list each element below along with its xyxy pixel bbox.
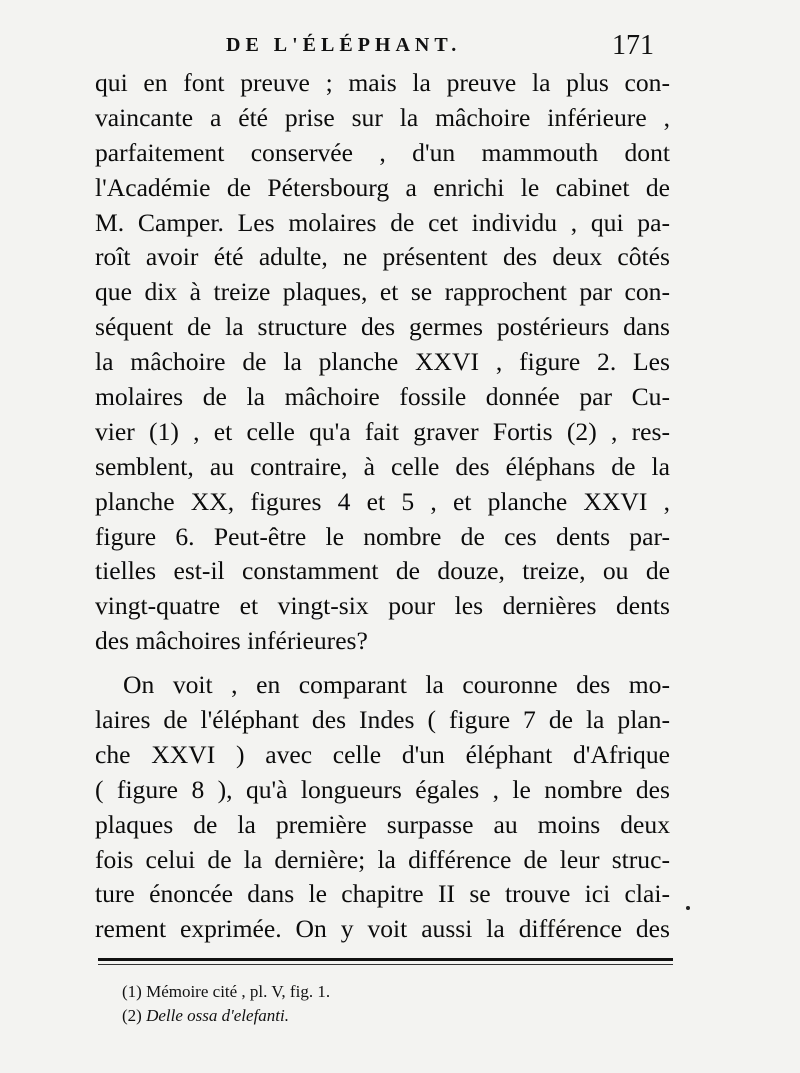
text-line: che XXVI ) avec celle d'un éléphant d'Afrique: [95, 739, 670, 769]
paragraph-1: [95, 66, 670, 659]
text-line: roît avoir été adulte, ne présentent des deux côtés: [95, 242, 670, 272]
text-line: que dix à treize plaques, et se rapprochent par con-: [95, 277, 670, 307]
text-line: tielles est-il constamment de douze, treize, ou de: [95, 556, 670, 586]
text-line: ( figure 8 ), qu'à longueurs égales , le nombre des: [95, 774, 670, 804]
ink-speck: [686, 906, 690, 910]
text-line: qui en font preuve ; mais la preuve la plus con-: [95, 68, 670, 97]
footnote-2: [122, 1004, 622, 1028]
footnote-rule: [98, 958, 673, 961]
text-line: planche XX, figures 4 et 5 , et planche XXVI ,: [95, 486, 670, 516]
footnote-1: [122, 980, 622, 1004]
text-line: parfaitement conservée , d'un mammouth dont: [95, 137, 670, 167]
text-line: On voit , en comparant la couronne des mo-: [123, 670, 670, 700]
footnotes: [122, 980, 622, 1028]
text-line: rement exprimée. On y voit aussi la différence des: [95, 914, 670, 944]
page-number: 171: [612, 30, 654, 61]
text-line: l'Académie de Pétersbourg a enrichi le cabinet de: [95, 172, 670, 202]
running-head-title: DE L'ÉLÉPHANT.: [226, 34, 462, 56]
text-line: vingt-quatre et vingt-six pour les dernières dents: [95, 591, 670, 621]
text-line: M. Camper. Les molaires de cet individu , qui pa-: [95, 207, 670, 237]
text-line: laires de l'éléphant des Indes ( figure 7 de la plan-: [95, 705, 670, 735]
footnote-text: Delle ossa d'elefanti.: [146, 1006, 289, 1025]
text-line: séquent de la structure des germes postérieurs dans: [95, 312, 670, 342]
text-line: la mâchoire de la planche XXVI , figure 2. Les: [95, 347, 670, 377]
text-line: semblent, au contraire, à celle des éléphans de la: [95, 451, 670, 481]
text-line: molaires de la mâchoire fossile donnée par Cu-: [95, 382, 670, 412]
footnote-mark: (2): [122, 1006, 142, 1025]
footnote-mark: (1): [122, 982, 142, 1001]
text-line: vaincante a été prise sur la mâchoire inférieure ,: [95, 102, 670, 132]
text-line: des mâchoires inférieures?: [95, 626, 368, 656]
footnote-rule-thin: [98, 964, 673, 965]
text-line: figure 6. Peut-être le nombre de ces dents par-: [95, 521, 670, 551]
text-line: fois celui de la dernière; la différence de leur struc-: [95, 844, 670, 874]
text-line: vier (1) , et celle qu'a fait graver Fortis (2) , res-: [95, 416, 670, 446]
paragraph-2: [95, 668, 670, 947]
body-text: [95, 66, 670, 947]
text-line: ture énoncée dans le chapitre II se trouve ici clai-: [95, 879, 670, 909]
footnote-text: Mémoire cité , pl. V, fig. 1.: [146, 982, 331, 1001]
paragraph-gap: [95, 659, 670, 668]
text-line: plaques de la première surpasse au moins deux: [95, 809, 670, 839]
running-head: [0, 28, 800, 68]
